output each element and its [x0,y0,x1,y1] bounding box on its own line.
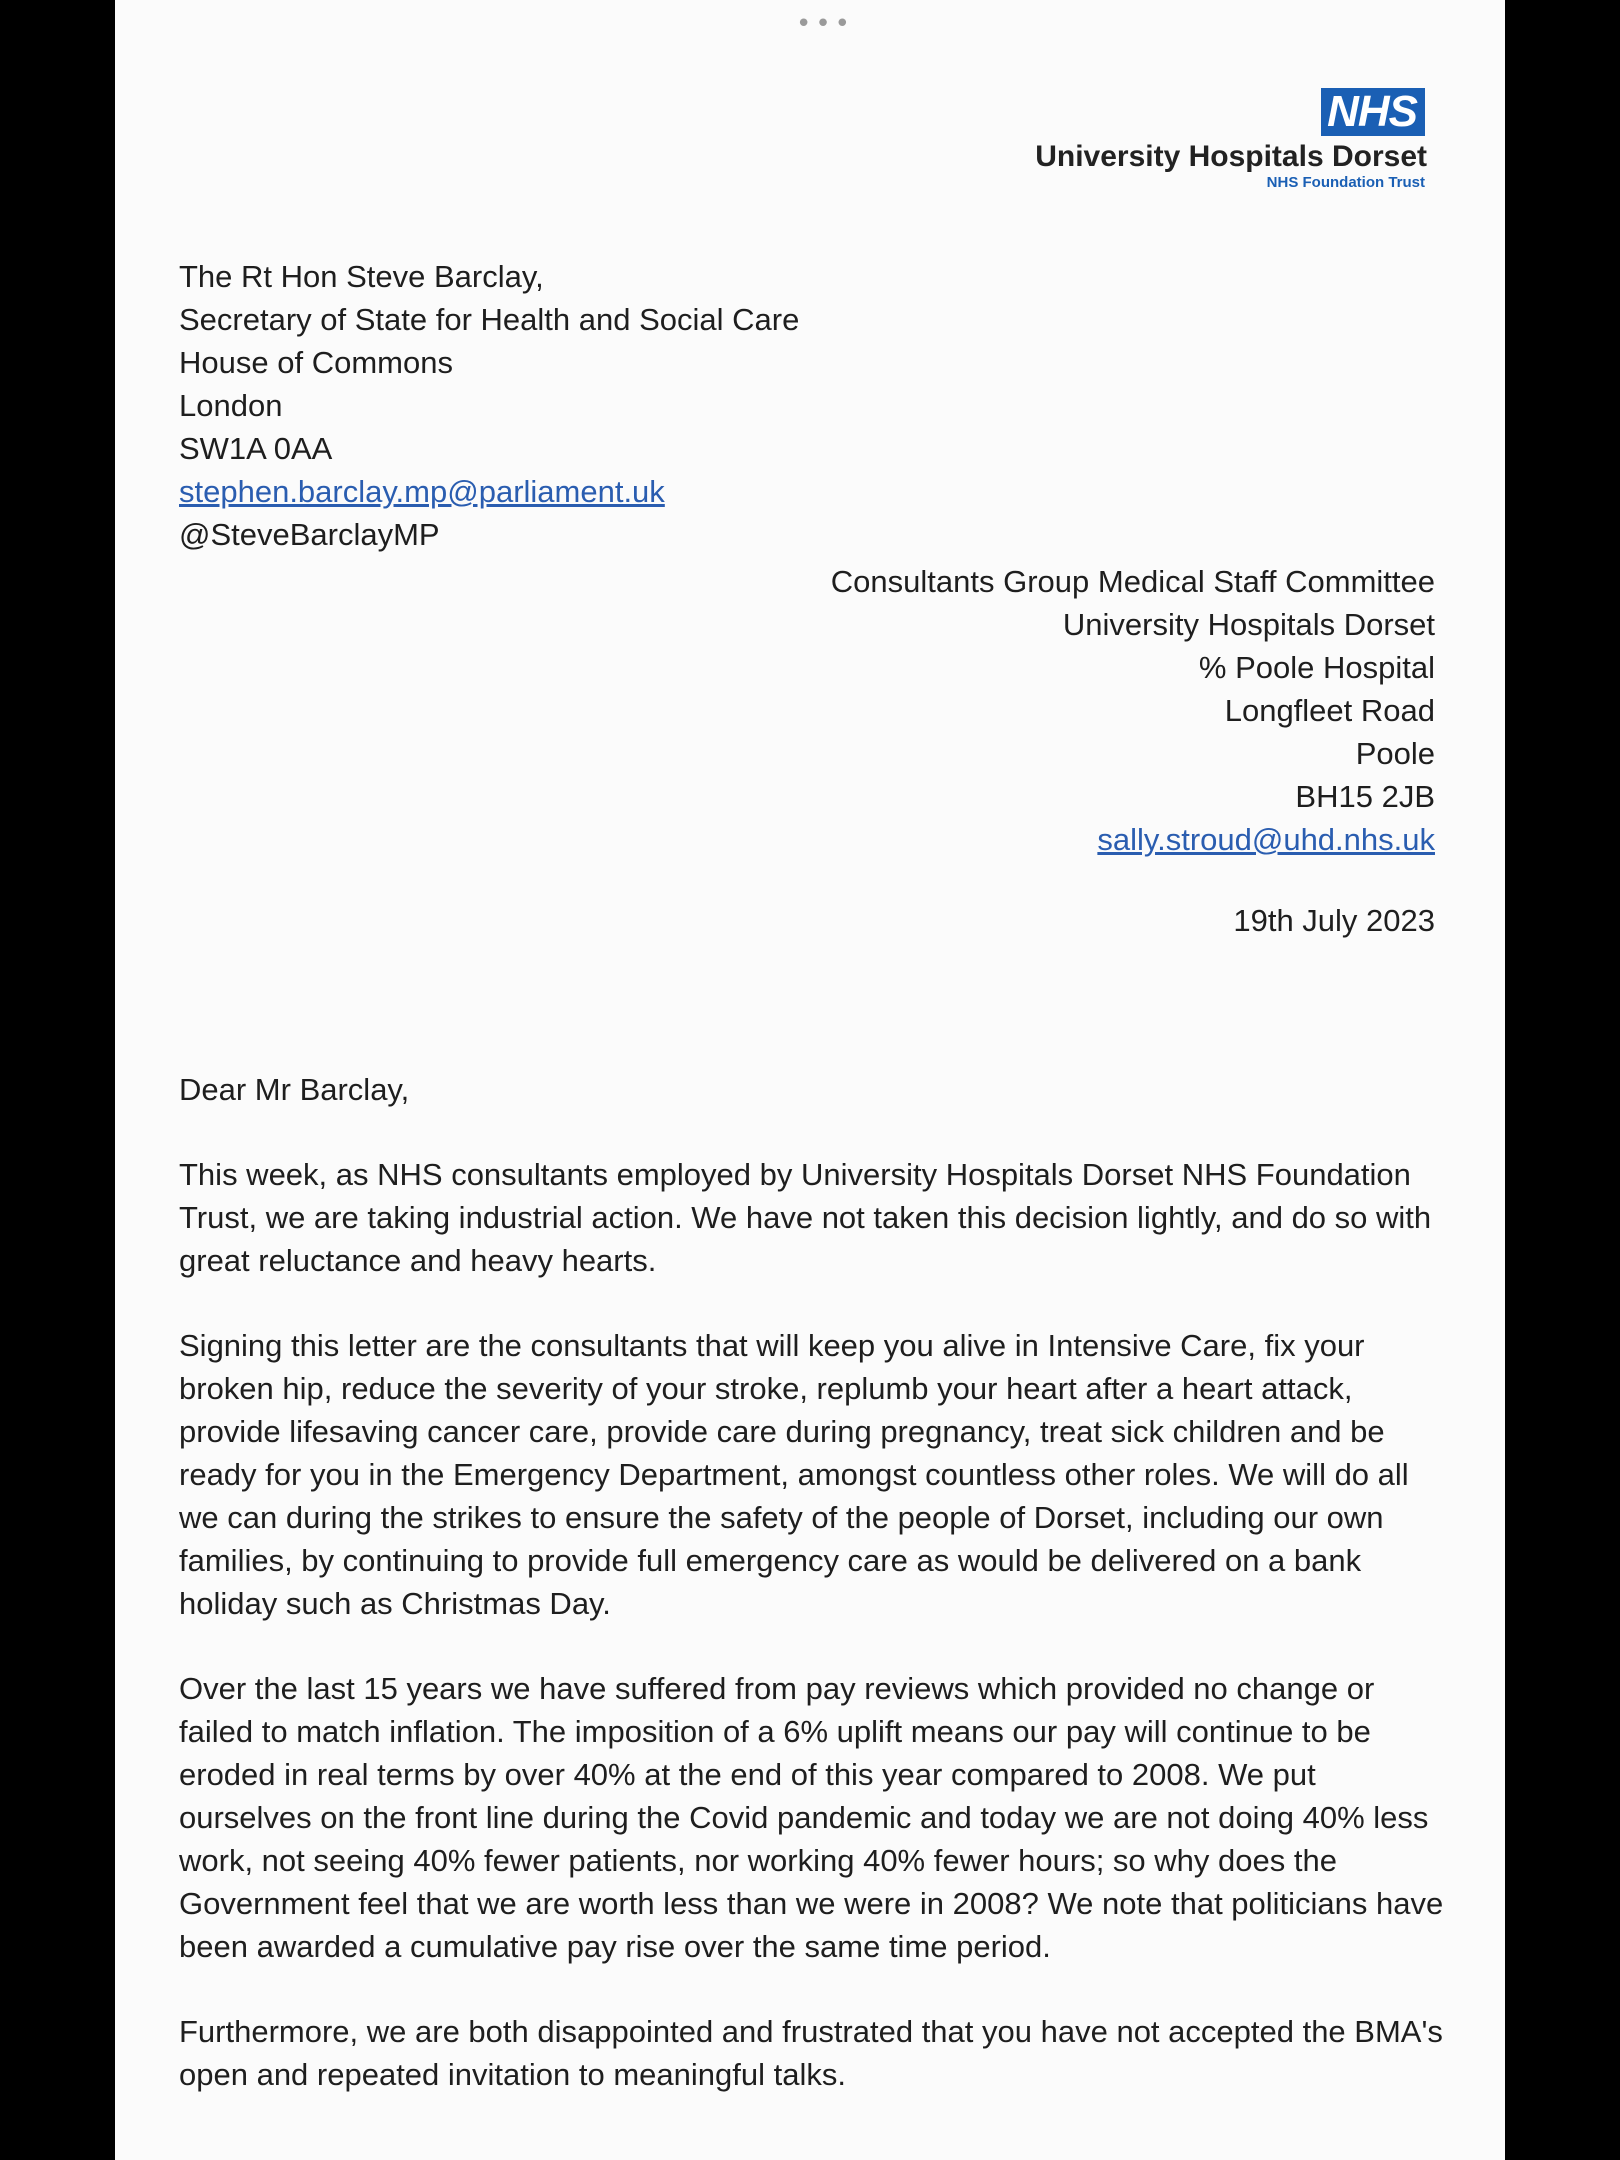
sender-line: University Hospitals Dorset [1062,607,1435,642]
letter-body [179,1068,1449,2138]
trust-subtitle: NHS Foundation Trust [1266,174,1425,191]
recipient-line: London [179,388,283,423]
body-paragraph: Furthermore, we are both disappointed and frustrated that you have not accepted the BMA's open and repeated invitation to meaningful talks. [179,2014,1443,2092]
salutation: Dear Mr Barclay, [179,1072,410,1107]
trust-name: University Hospitals Dorset [1035,140,1427,173]
body-paragraph: Over the last 15 years we have suffered from pay reviews which provided no change or failed to match inflation. The imposition of a 6% uplift means our pay will continue to be eroded in real terms by over 40% at the end of this year compared to 2008. We put ourselves on the front line during the Covid pandemic and today we are not doing 40% less work, not seeing 40% fewer patients, nor working 40% fewer hours; so why does the Government feel that we are worth less than we were in 2008? We note that politicians have been awarded a cumulative pay rise over the same time period. [179,1671,1444,1964]
body-paragraph: This week, as NHS consultants employed by University Hospitals Dorset NHS Foundation Trust, we are taking industrial action. We have not taken this decision lightly, and do so with great reluctance and heavy hearts. [179,1157,1432,1278]
nhs-trust-logo [1035,88,1425,191]
recipient-handle: @SteveBarclayMP [179,517,440,552]
sender-line: Poole [1355,736,1435,771]
sender-email-link[interactable]: sally.stroud@uhd.nhs.uk [1097,822,1435,857]
sender-address [831,560,1435,861]
recipient-email-link[interactable]: stephen.barclay.mp@parliament.uk [179,474,665,509]
recipient-line: Secretary of State for Health and Social Care [179,302,800,337]
letter-page[interactable] [115,0,1505,2160]
more-options-icon[interactable]: ••• [795,9,854,39]
nhs-logo-mark: NHS [1321,88,1425,136]
recipient-line: House of Commons [179,345,453,380]
recipient-line: SW1A 0AA [179,431,333,466]
sender-line: Longfleet Road [1224,693,1435,728]
sender-line: Consultants Group Medical Staff Committee [830,564,1435,599]
recipient-line: The Rt Hon Steve Barclay, [179,259,544,294]
sender-line: % Poole Hospital [1198,650,1435,685]
recipient-address [179,255,799,556]
sender-line: BH15 2JB [1295,779,1435,814]
body-paragraph: Signing this letter are the consultants that will keep you alive in Intensive Care, fix your broken hip, reduce the severity of your stroke, replumb your heart after a heart attack, provide lifesaving cancer care, provide care during pregnancy, treat sick children and be ready for you in the Emergency Department, amongst countless other roles. We will do all we can during the strikes to ensure the safety of the people of Dorset, including our own families, by continuing to provide full emergency care as would be delivered on a bank holiday such as Christmas Day. [179,1328,1409,1621]
letter-date: 19th July 2023 [1233,903,1435,938]
